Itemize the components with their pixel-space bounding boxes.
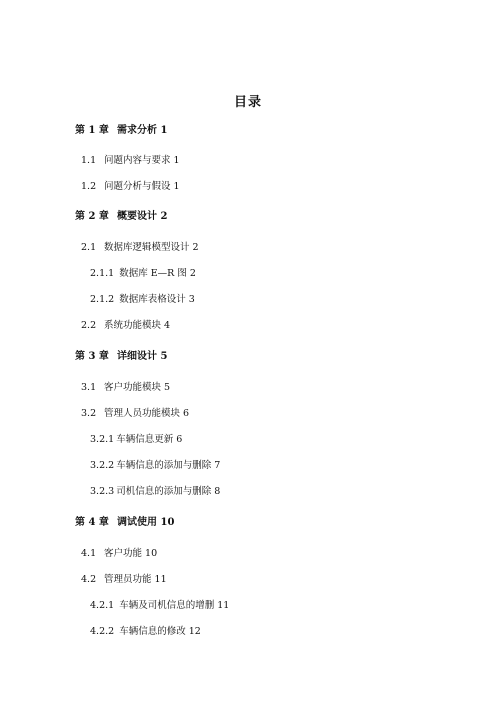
toc-entry-number: 4.2 — [81, 574, 97, 585]
toc-subsection-2-1-2[interactable] — [90, 294, 195, 306]
toc-chapter-2[interactable] — [75, 211, 167, 223]
toc-section-4-1[interactable] — [81, 548, 157, 560]
toc-entry-number: 3.1 — [81, 382, 97, 393]
toc-entry-title: 调试使用 10 — [117, 517, 175, 528]
toc-entry-number: 第 1 章 — [75, 125, 109, 136]
toc-entry-title: 客户功能模块 5 — [104, 382, 171, 393]
toc-subsection-2-1-1[interactable] — [90, 268, 196, 280]
toc-chapter-1[interactable] — [75, 125, 167, 137]
toc-entry-title: 管理员功能 11 — [104, 574, 167, 585]
toc-entry-title: 管理人员功能模块 6 — [104, 408, 190, 419]
toc-entry-title: 数据库 E—R 图 2 — [119, 268, 196, 279]
toc-entry-title: 司机信息的添加与删除 8 — [116, 486, 221, 497]
toc-section-1-1[interactable] — [81, 155, 180, 167]
toc-section-2-1[interactable] — [81, 242, 199, 254]
toc-entry-number: 4.2.2 — [90, 626, 115, 637]
toc-entry-number: 1.2 — [81, 181, 97, 192]
toc-entry-number: 2.1.2 — [90, 294, 115, 305]
toc-entry-number: 4.2.1 — [90, 600, 115, 611]
toc-entry-number: 第 3 章 — [75, 351, 109, 362]
toc-entry-number: 1.1 — [81, 155, 97, 166]
toc-entry-number: 2.1.1 — [90, 268, 115, 279]
toc-entry-title: 概要设计 2 — [117, 211, 168, 222]
toc-subsection-4-2-2[interactable] — [90, 626, 201, 638]
toc-subsection-3-2-3[interactable] — [90, 486, 220, 498]
toc-section-1-2[interactable] — [81, 181, 180, 193]
toc-entry-number: 第 2 章 — [75, 211, 109, 222]
toc-entry-number: 3.2.1 — [90, 434, 115, 445]
toc-entry-title: 车辆信息更新 6 — [116, 434, 183, 445]
toc-entry-title: 数据库表格设计 3 — [119, 294, 195, 305]
toc-entry-title: 车辆信息的添加与删除 7 — [116, 460, 221, 471]
toc-section-3-1[interactable] — [81, 382, 170, 394]
toc-section-2-2[interactable] — [81, 320, 170, 332]
toc-subsection-3-2-2[interactable] — [90, 460, 220, 472]
toc-entry-title: 问题内容与要求 1 — [104, 155, 180, 166]
toc-entry-number: 4.1 — [81, 548, 97, 559]
toc-chapter-4[interactable] — [75, 517, 174, 529]
toc-entry-number: 3.2.2 — [90, 460, 115, 471]
toc-entry-title: 数据库逻辑模型设计 2 — [104, 242, 199, 253]
toc-section-3-2[interactable] — [81, 408, 189, 420]
toc-subsection-4-2-1[interactable] — [90, 600, 229, 612]
toc-entry-title: 车辆信息的修改 12 — [119, 626, 201, 637]
toc-entry-title: 需求分析 1 — [117, 125, 168, 136]
toc-chapter-3[interactable] — [75, 351, 167, 363]
toc-entry-number: 第 4 章 — [75, 517, 109, 528]
toc-entry-title: 客户功能 10 — [104, 548, 158, 559]
toc-title: 目录 — [233, 95, 262, 110]
toc-entry-title: 车辆及司机信息的增删 11 — [119, 600, 230, 611]
toc-entry-number: 2.2 — [81, 320, 97, 331]
toc-entry-number: 3.2.3 — [90, 486, 115, 497]
toc-entry-title: 详细设计 5 — [117, 351, 168, 362]
toc-entry-title: 系统功能模块 4 — [104, 320, 171, 331]
toc-entry-number: 3.2 — [81, 408, 97, 419]
toc-subsection-3-2-1[interactable] — [90, 434, 182, 446]
toc-section-4-2[interactable] — [81, 574, 167, 586]
toc-entry-number: 2.1 — [81, 242, 97, 253]
toc-entry-title: 问题分析与假设 1 — [104, 181, 180, 192]
